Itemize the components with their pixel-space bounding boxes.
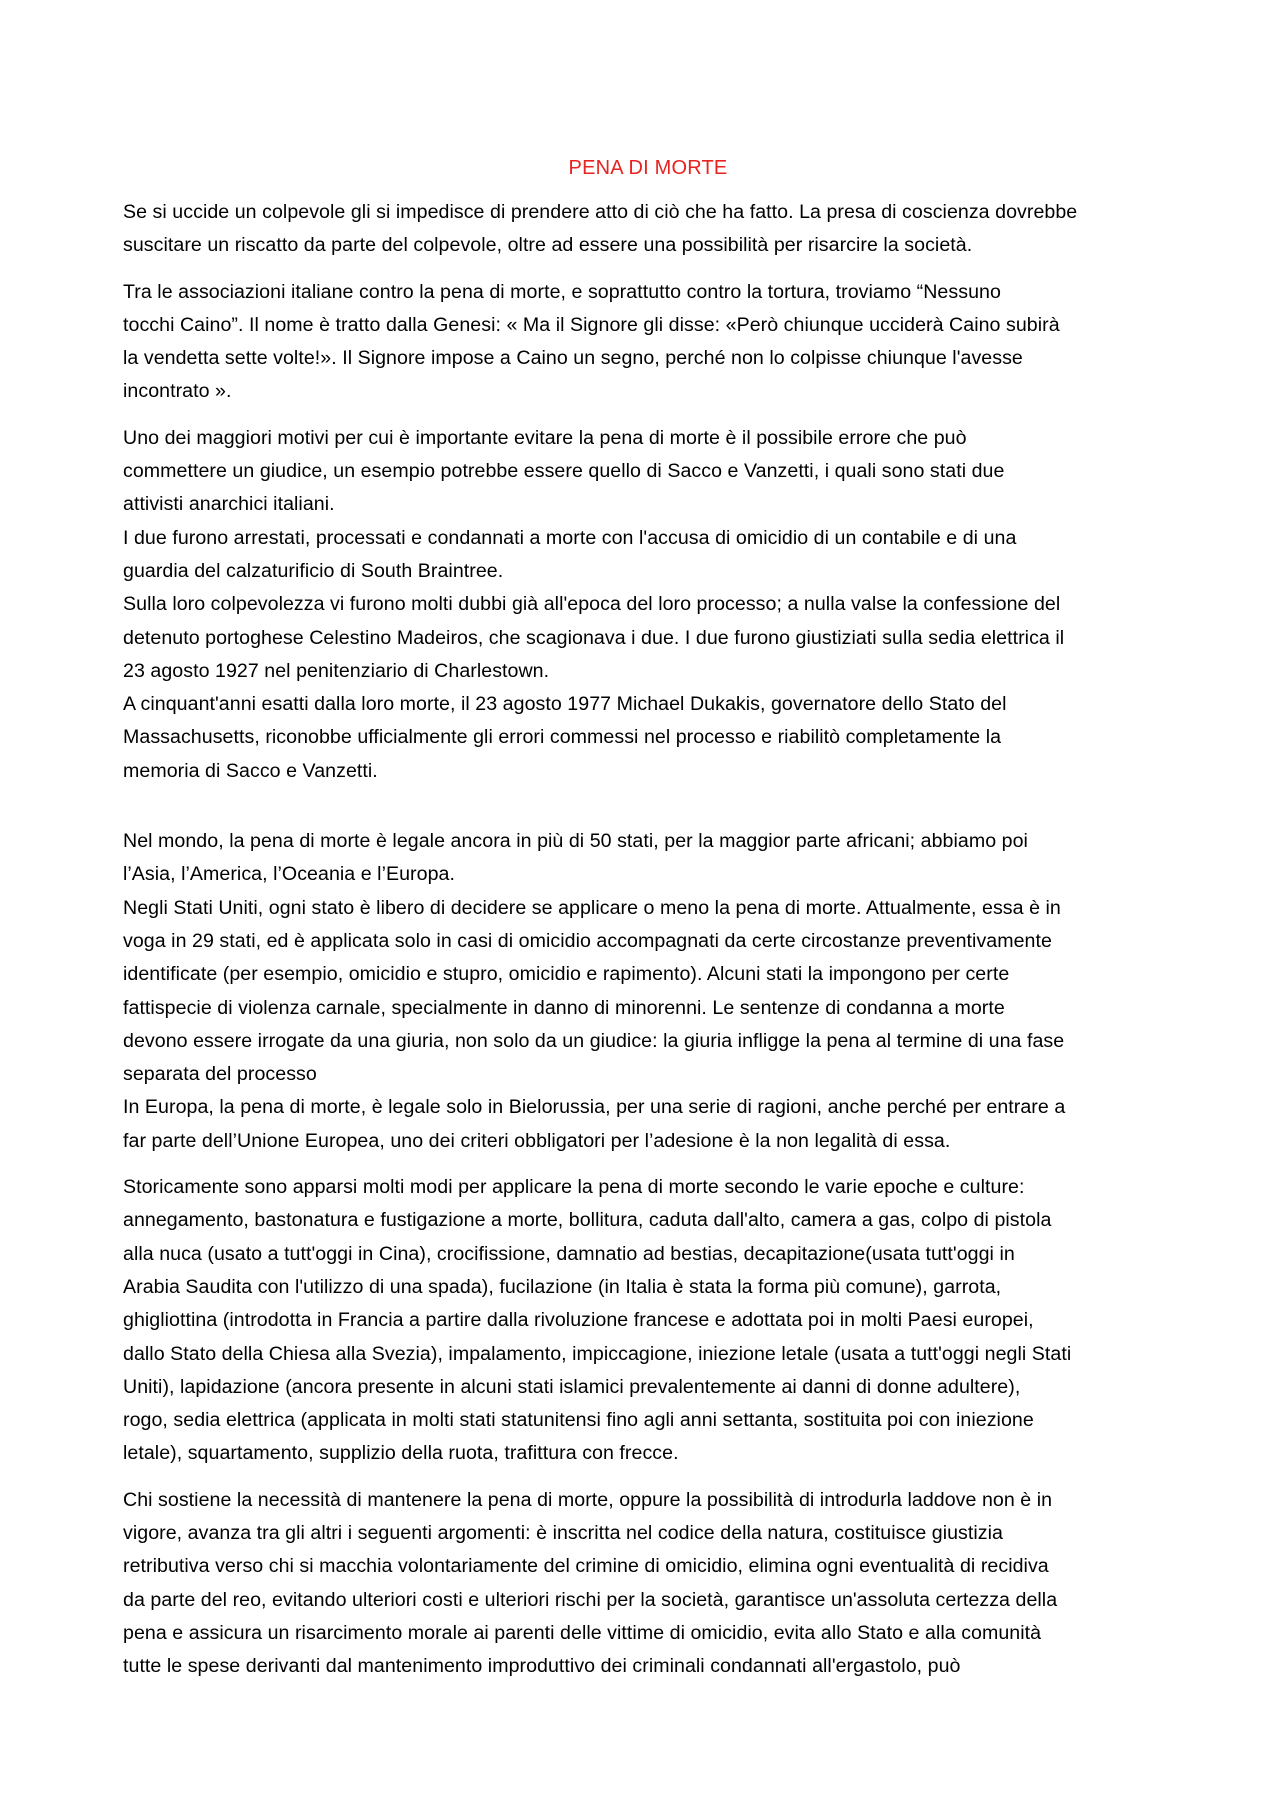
- text-line: rogo, sedia elettrica (applicata in molti stati statunitensi fino agli anni settanta, sostituita poi con iniezione: [123, 1409, 1034, 1432]
- text-line: annegamento, bastonatura e fustigazione a morte, bollitura, caduta dall'alto, camera a gas, colpo di pistola: [123, 1209, 1052, 1232]
- text-line: devono essere irrogate da una giuria, non solo da un giudice: la giuria infligge la pena al termine di una fase: [123, 1029, 1065, 1052]
- text-line: incontrato ».: [123, 380, 232, 403]
- text-line: commettere un giudice, un esempio potrebbe essere quello di Sacco e Vanzetti, i quali sono stati due: [123, 460, 1005, 483]
- text-line: Uniti), lapidazione (ancora presente in alcuni stati islamici prevalentemente ai danni di donne adultere),: [123, 1375, 1021, 1398]
- text-line: Se si uccide un colpevole gli si impedisce di prendere atto di ciò che ha fatto. La presa di coscienza dovrebbe: [123, 201, 1078, 223]
- text-line: Storicamente sono apparsi molti modi per applicare la pena di morte secondo le varie epoche e culture:: [123, 1176, 1025, 1199]
- text-line: dallo Stato della Chiesa alla Svezia), impalamento, impiccagione, iniezione letale (usata a tutt'oggi negli Stati: [123, 1342, 1072, 1365]
- text-line: da parte del reo, evitando ulteriori costi e ulteriori rischi per la società, garantisce un'assoluta certezza della: [123, 1588, 1058, 1611]
- text-line: I due furono arrestati, processati e condannati a morte con l'accusa di omicidio di un contabile e di una: [123, 526, 1017, 549]
- text-line: Uno dei maggiori motivi per cui è importante evitare la pena di morte è il possibile errore che può: [123, 426, 967, 449]
- text-line: Arabia Saudita con l'utilizzo di una spada), fucilazione (in Italia è stata la forma più comune), garrota,: [123, 1275, 1002, 1298]
- text-line: suscitare un riscatto da parte del colpevole, oltre ad essere una possibilità per risarcire la società.: [123, 234, 973, 257]
- text-line: alla nuca (usato a tutt'oggi in Cina), crocifissione, damnatio ad bestias, decapitazione(usata tutt'oggi in: [123, 1242, 1015, 1265]
- document-title: PENA DI MORTE: [568, 157, 728, 179]
- text-line: vigore, avanza tra gli altri i seguenti argomenti: è inscritta nel codice della natura, costituisce giustizia: [123, 1521, 1003, 1544]
- text-line: Sulla loro colpevolezza vi furono molti dubbi già all'epoca del loro processo; a nulla valse la confessione del: [123, 593, 1061, 616]
- paragraph: [123, 825, 1173, 1158]
- text-line: Chi sostiene la necessità di mantenere la pena di morte, oppure la possibilità di introdurla laddove non è in: [123, 1488, 1053, 1511]
- text-line: 23 agosto 1927 nel penitenziario di Charlestown.: [123, 659, 550, 682]
- text-line: guardia del calzaturificio di South Braintree.: [123, 559, 504, 582]
- text-line: identificate (per esempio, omicidio e stupro, omicidio e rapimento). Alcuni stati la impongono per certe: [123, 963, 1010, 986]
- text-line: far parte dell’Unione Europea, uno dei criteri obbligatori per l’adesione è la non legalità di essa.: [123, 1129, 951, 1152]
- paragraph: [123, 196, 1173, 263]
- text-line: Negli Stati Uniti, ogni stato è libero di decidere se applicare o meno la pena di morte. Attualmente, essa è in: [123, 896, 1061, 919]
- text-line: A cinquant'anni esatti dalla loro morte, il 23 agosto 1977 Michael Dukakis, governatore dello Stato del: [123, 693, 1007, 716]
- text-line: Tra le associazioni italiane contro la pena di morte, e soprattutto contro la tortura, troviamo “Nessuno: [123, 280, 1001, 303]
- document-body: [123, 154, 1173, 1696]
- text-line: Nel mondo, la pena di morte è legale ancora in più di 50 stati, per la maggior parte africani; abbiamo poi: [123, 830, 1028, 853]
- text-line: la vendetta sette volte!». Il Signore impose a Caino un segno, perché non lo colpisse chiunque l'avesse: [123, 347, 1023, 370]
- text-line: pena e assicura un risarcimento morale ai parenti delle vittime di omicidio, evita allo Stato e alla comunità: [123, 1621, 1042, 1644]
- text-line: In Europa, la pena di morte, è legale solo in Bielorussia, per una serie di ragioni, anche perché per entrare a: [123, 1096, 1066, 1119]
- text-line: l’Asia, l’America, l’Oceania e l’Europa.: [123, 863, 455, 886]
- text-line: Massachusetts, riconobbe ufficialmente gli errori commessi nel processo e riabilitò completamente la: [123, 726, 1002, 749]
- paragraph: [123, 276, 1173, 409]
- text-line: memoria di Sacco e Vanzetti.: [123, 759, 378, 782]
- paragraph-spacer: [123, 801, 1173, 825]
- text-line: tutte le spese derivanti dal mantenimento improduttivo dei criminali condannati all'ergastolo, può: [123, 1655, 961, 1678]
- text-line: ghigliottina (introdotta in Francia a partire dalla rivoluzione francese e adottata poi in molti Paesi europei,: [123, 1309, 1034, 1332]
- text-line: detenuto portoghese Celestino Madeiros, che scagionava i due. I due furono giustiziati sulla sedia elettrica il: [123, 626, 1065, 649]
- paragraph: [123, 1484, 1173, 1684]
- paragraph: [123, 422, 1173, 788]
- paragraphs-container: [123, 196, 1173, 1683]
- text-line: separata del processo: [123, 1063, 317, 1086]
- text-line: fattispecie di violenza carnale, specialmente in danno di minorenni. Le sentenze di condanna a morte: [123, 996, 1005, 1019]
- paragraph: [123, 1171, 1173, 1471]
- text-line: voga in 29 stati, ed è applicata solo in casi di omicidio accompagnati da certe circostanze preventivamente: [123, 929, 1052, 952]
- text-line: letale), squartamento, supplizio della ruota, trafittura con frecce.: [123, 1442, 679, 1465]
- text-line: tocchi Caino”. Il nome è tratto dalla Genesi: « Ma il Signore gli disse: «Però chiunque ucciderà Caino subirà: [123, 313, 1060, 336]
- text-line: attivisti anarchici italiani.: [123, 493, 335, 516]
- text-line: retributiva verso chi si macchia volontariamente del crimine di omicidio, elimina ogni eventualità di recidiva: [123, 1555, 1049, 1578]
